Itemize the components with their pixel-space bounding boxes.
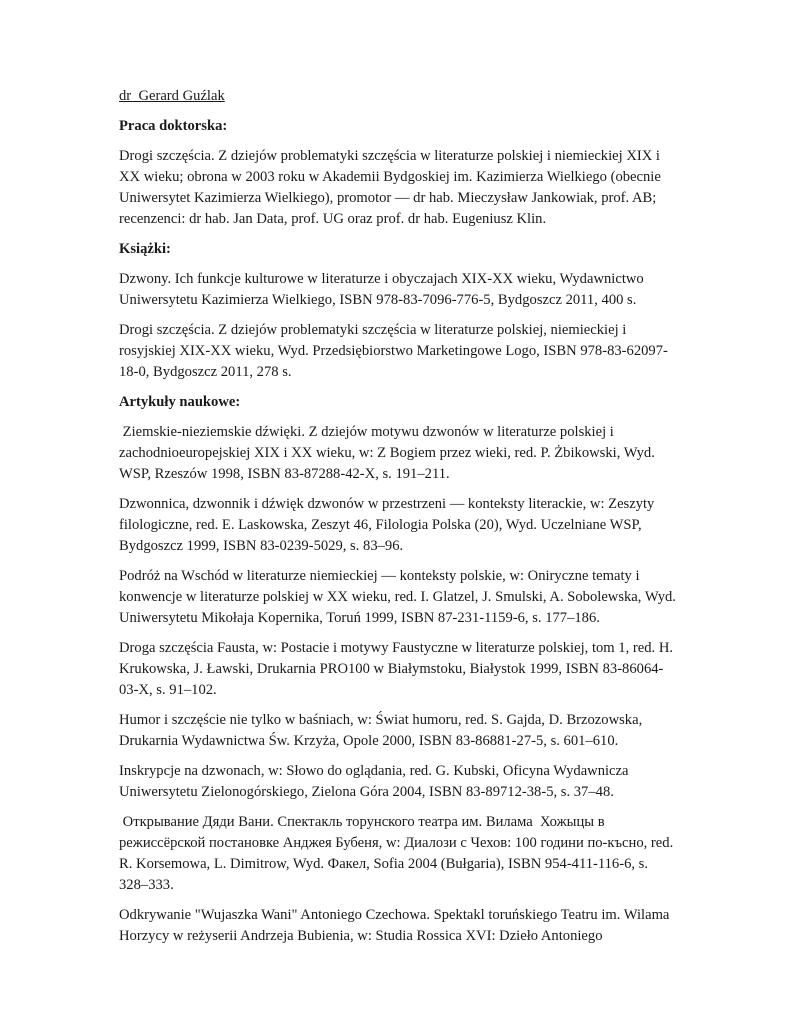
article-entry: Открывание Дяди Вани. Спектакль торунского театра им. Вилама Хожыцы в режиссёрской постановке Анджея Бубеня, w: Диалози с Чехов: 100 години по-късно, red. R. Korsemowa, L. Dimitrow, Wyd. Факел, Sofia 2004 (Bułgaria), ISBN 954-411-116-6, s. 328–333. <box>119 814 677 893</box>
book-entry: Dzwony. Ich funkcje kulturowe w literaturze i obyczajach XIX-XX wieku, Wydawnictwo Uniwersytetu Kazimierza Wielkiego, ISBN 978-83-7096-776-5, Bydgoszcz 2011, 400 s. <box>119 271 644 308</box>
article-entry: Humor i szczęście nie tylko w baśniach, w: Świat humoru, red. S. Gajda, D. Brzozowska, Drukarnia Wydawnictwa Św. Krzyża, Opole 2000, ISBN 83-86881-27-5, s. 601–610. <box>119 712 643 749</box>
article-entry: Inskrypcje na dzwonach, w: Słowo do oglądania, red. G. Kubski, Oficyna Wydawnicza Uniwersytetu Zielonogórskiego, Zielona Góra 2004, ISBN 83-89712-38-5, s. 37–48. <box>119 763 629 800</box>
section-heading-books: Książki: <box>119 241 171 257</box>
document-body <box>119 86 679 956</box>
article-entry: Ziemskie-nieziemskie dźwięki. Z dziejów motywu dzwonów w literaturze polskiej i zachodnioeuropejskiej XIX i XX wieku, w: Z Bogiem przez wieki, red. P. Żbikowski, Wyd. WSP, Rzeszów 1998, ISBN 83-87288-42-X, s. 191–211. <box>119 424 659 482</box>
article-entry: Podróż na Wschód w literaturze niemieckiej — konteksty polskie, w: Oniryczne tematy i konwencje w literaturze polskiej w XX wieku, red. I. Glatzel, J. Smulski, A. Sobolewska, Wyd. Uniwersytetu Mikołaja Kopernika, Toruń 1999, ISBN 87-231-1159-6, s. 177–186. <box>119 568 676 626</box>
author-name: dr Gerard Guźlak <box>119 88 225 104</box>
section-heading-articles: Artykuły naukowe: <box>119 394 241 410</box>
article-entry: Droga szczęścia Fausta, w: Postacie i motywy Faustyczne w literaturze polskiej, tom 1, red. H. Krukowska, J. Ławski, Drukarnia PRO100 w Białymstoku, Białystok 1999, ISBN 83-86064-03-X, s. 91–102. <box>119 640 674 698</box>
article-entry: Odkrywanie "Wujaszka Wani" Antoniego Czechowa. Spektakl toruńskiego Teatru im. Wilama Horzycy w reżyserii Andrzeja Bubienia, w: Studia Rossica XVI: Dzieło Antoniego <box>119 907 670 944</box>
section-heading-thesis: Praca doktorska: <box>119 118 228 134</box>
book-entry: Drogi szczęścia. Z dziejów problematyki szczęścia w literaturze polskiej, niemieckiej i rosyjskiej XIX-XX wieku, Wyd. Przedsiębiorstwo Marketingowe Logo, ISBN 978-83-62097-18-0, Bydgoszcz 2011, 278 s. <box>119 322 668 380</box>
thesis-entry: Drogi szczęścia. Z dziejów problematyki szczęścia w literaturze polskiej i niemieckiej XIX i XX wieku; obrona w 2003 roku w Akademii Bydgoskiej im. Kazimierza Wielkiego (obecnie Uniwersytet Kazimierza Wielkiego), promotor — dr hab. Mieczysław Jankowiak, prof. AB; recenzenci: dr hab. Jan Data, prof. UG oraz prof. dr hab. Eugeniusz Klin. <box>119 148 661 227</box>
article-entry: Dzwonnica, dzwonnik i dźwięk dzwonów w przestrzeni — konteksty literackie, w: Zeszyty filologiczne, red. E. Laskowska, Zeszyt 46, Filologia Polska (20), Wyd. Uczelniane WSP, Bydgoszcz 1999, ISBN 83-0239-5029, s. 83–96. <box>119 496 655 554</box>
